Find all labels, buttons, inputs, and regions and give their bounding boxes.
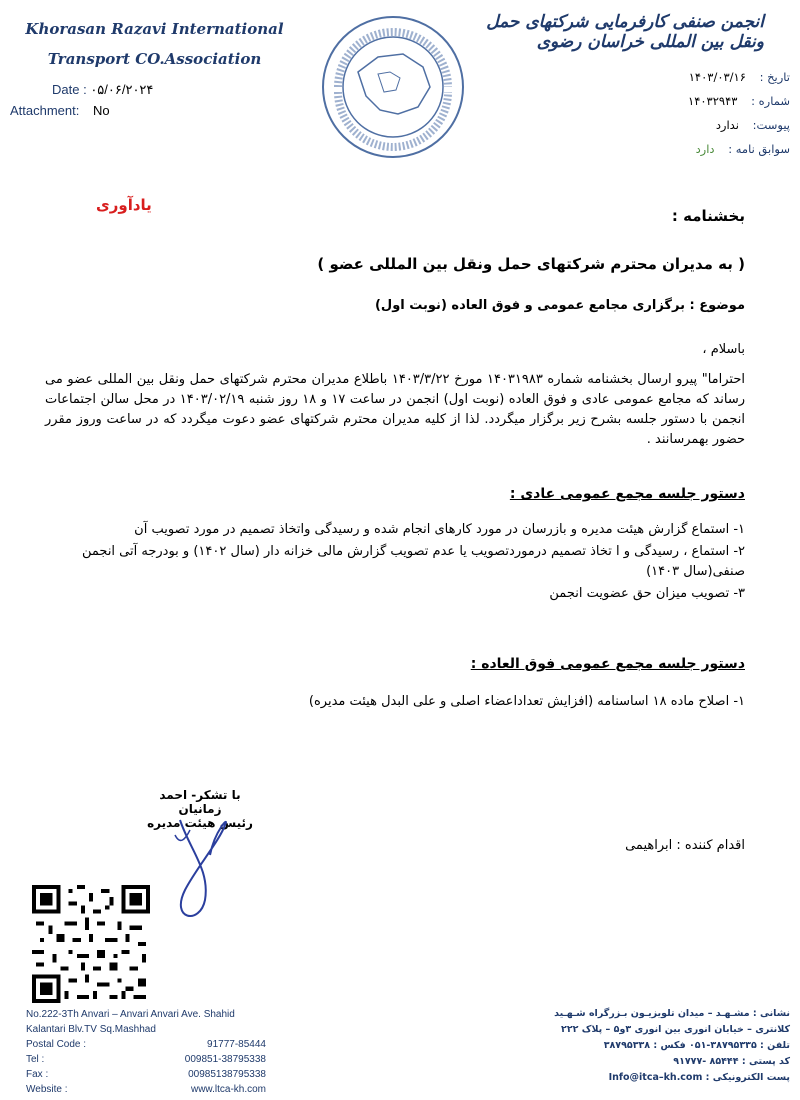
footer-postal-label: Postal Code : bbox=[26, 1039, 87, 1050]
main-paragraph: احتراما" پیرو ارسال بخشنامه شماره ۱۴۰۳۱۹۸۳ مورخ ۱۴۰۳/۳/۲۲ باطلاع مدیران محترم شرکتهای حمل ونقل بین المللی عضو می رساند که مجامع عمومی عادی و فوق العاده (نوبت اول) انجمن در ساعت ۱۷ و ۱۸ روز شنبه ۱۴۰۳/۰۲/۱۹ در محل سالن اجتماعات انجمن با دستور جلسه بشرح زیر برگزار میگردد. لذا از کلیه مدیران محترم شرکتهای عضو دعوت میگردد که در ساعت وروز مقرر حضور بهمرسانند . bbox=[45, 372, 745, 448]
agenda-ordinary-title: دستور جلسه مجمع عمومی عادی : bbox=[509, 486, 745, 502]
footer-fax-label: Fax : bbox=[26, 1069, 49, 1080]
meta-date bbox=[620, 70, 790, 84]
agenda-extra-list bbox=[45, 692, 745, 714]
agenda-ordinary-list bbox=[45, 520, 745, 607]
footer-fax-value: 00985138795338 bbox=[188, 1069, 266, 1080]
attachment-field bbox=[10, 103, 110, 118]
attachment-value: No bbox=[93, 103, 110, 118]
qr-code bbox=[32, 885, 150, 1003]
footer-address-line2: Kalantari Blv.TV Sq.Mashhad bbox=[26, 1024, 156, 1035]
date-field bbox=[52, 82, 153, 98]
meta-attachment-value: ندارد bbox=[715, 118, 739, 132]
subject: موضوع : برگزاری مجامع عمومی و فوق العاده (نوبت اول) bbox=[374, 298, 745, 313]
footer-postal-value: 91777-85444 bbox=[207, 1039, 266, 1050]
footer-fax bbox=[26, 1067, 266, 1082]
meta-attachment-label: پیوست: bbox=[752, 118, 790, 132]
footer-fa bbox=[550, 1006, 790, 1086]
meta-date-value: ۱۴۰۳/۰۳/۱۶ bbox=[688, 70, 746, 84]
meta-number bbox=[620, 94, 790, 108]
footer-address-line1: No.222-3Th Anvari – Anvari Anvari Ave. Shahid bbox=[26, 1009, 235, 1020]
footer-fa-email[interactable]: پست الکترونیکی : Info@itca–kh.com bbox=[608, 1072, 790, 1083]
date-value: ۰۵/۰۶/۲۰۲۴ bbox=[90, 82, 154, 97]
footer-fa-address-line1: نشانی : مشـهـد – میدان تلویزیـون بـزرگراه شـهـید bbox=[554, 1008, 790, 1019]
org-name-en-line1: Khorasan Razavi International bbox=[25, 20, 284, 38]
association-seal-logo bbox=[318, 12, 468, 162]
org-name-fa: انجمن صنفی کارفرمایی شرکتهای حمل ونقل بین المللی خراسان رضوی bbox=[486, 12, 764, 52]
action-by: اقدام کننده : ابراهیمی bbox=[625, 838, 745, 853]
handwritten-signature bbox=[150, 800, 240, 930]
signature-name: با تشکر- احمد زمانیان bbox=[159, 788, 241, 816]
list-item: ۳- تصویب میزان حق عضویت انجمن bbox=[549, 586, 745, 602]
footer-tel-label: Tel : bbox=[26, 1054, 45, 1065]
addressee: ( به مدیران محترم شرکتهای حمل ونقل بین المللی عضو ) bbox=[317, 255, 745, 273]
meta-history bbox=[620, 142, 790, 156]
footer-postal bbox=[26, 1037, 266, 1052]
footer-en bbox=[26, 1007, 266, 1097]
circular-heading: بخشنامه : bbox=[671, 207, 745, 225]
meta-attachment bbox=[620, 118, 790, 132]
agenda-extra-title: دستور جلسه مجمع عمومی فوق العاده : bbox=[470, 656, 745, 672]
footer-tel bbox=[26, 1052, 266, 1067]
meta-number-value: ۱۴۰۳۲۹۴۳ bbox=[688, 94, 738, 108]
signature-title: رئیس هیئت مدیره bbox=[147, 816, 253, 830]
footer-fa-postal: کد پستی : ۸۵۴۴۴ -۹۱۷۷۷ bbox=[673, 1056, 790, 1067]
meta-history-value: دارد bbox=[695, 142, 715, 156]
footer-website-link[interactable]: www.ltca-kh.com bbox=[190, 1084, 266, 1095]
footer-fa-phone: تلفن : ۳۸۷۹۵۳۳۵-۰۵۱ فکس : ۳۸۷۹۵۳۳۸ bbox=[603, 1040, 790, 1051]
meta-number-label: شماره : bbox=[751, 94, 790, 108]
list-item: ۱- اصلاح ماده ۱۸ اساسنامه (افزایش تعداداعضاء اصلی و علی البدل هیئت مدیره) bbox=[308, 694, 745, 709]
list-item: ۱- استماع گزارش هیئت مدیره و بازرسان در مورد کارهای انجام شده و رسیدگی واتخاذ تصمیم در مورد تصویب آن bbox=[134, 522, 745, 537]
date-label: Date : bbox=[52, 82, 87, 97]
footer-website[interactable] bbox=[26, 1082, 266, 1097]
org-name-en-line2: Transport CO.Association bbox=[47, 50, 262, 68]
greeting: باسلام ، bbox=[702, 342, 745, 357]
meta-history-label: سوابق نامه : bbox=[728, 142, 790, 156]
list-item: ۲- استماع ، رسیدگی و ا تخاذ تصمیم درموردتصویب یا عدم تصویب گزارش مالی خزانه دار (سال ۱۴۰۲) و بودرجه آتی انجمن صنفی(سال ۱۴۰۳) bbox=[82, 544, 745, 580]
reminder-label: یادآوری bbox=[96, 196, 152, 214]
meta-date-label: تاریخ : bbox=[759, 70, 790, 84]
attachment-label: Attachment: bbox=[10, 103, 80, 118]
footer-tel-value: 009851-38795338 bbox=[184, 1054, 266, 1065]
footer-fa-address-line2: کلانتری – خیابان انوری بین انوری ۳و۵ – پلاک ۲۲۲ bbox=[561, 1024, 790, 1035]
footer-website-label: Website : bbox=[26, 1084, 68, 1095]
